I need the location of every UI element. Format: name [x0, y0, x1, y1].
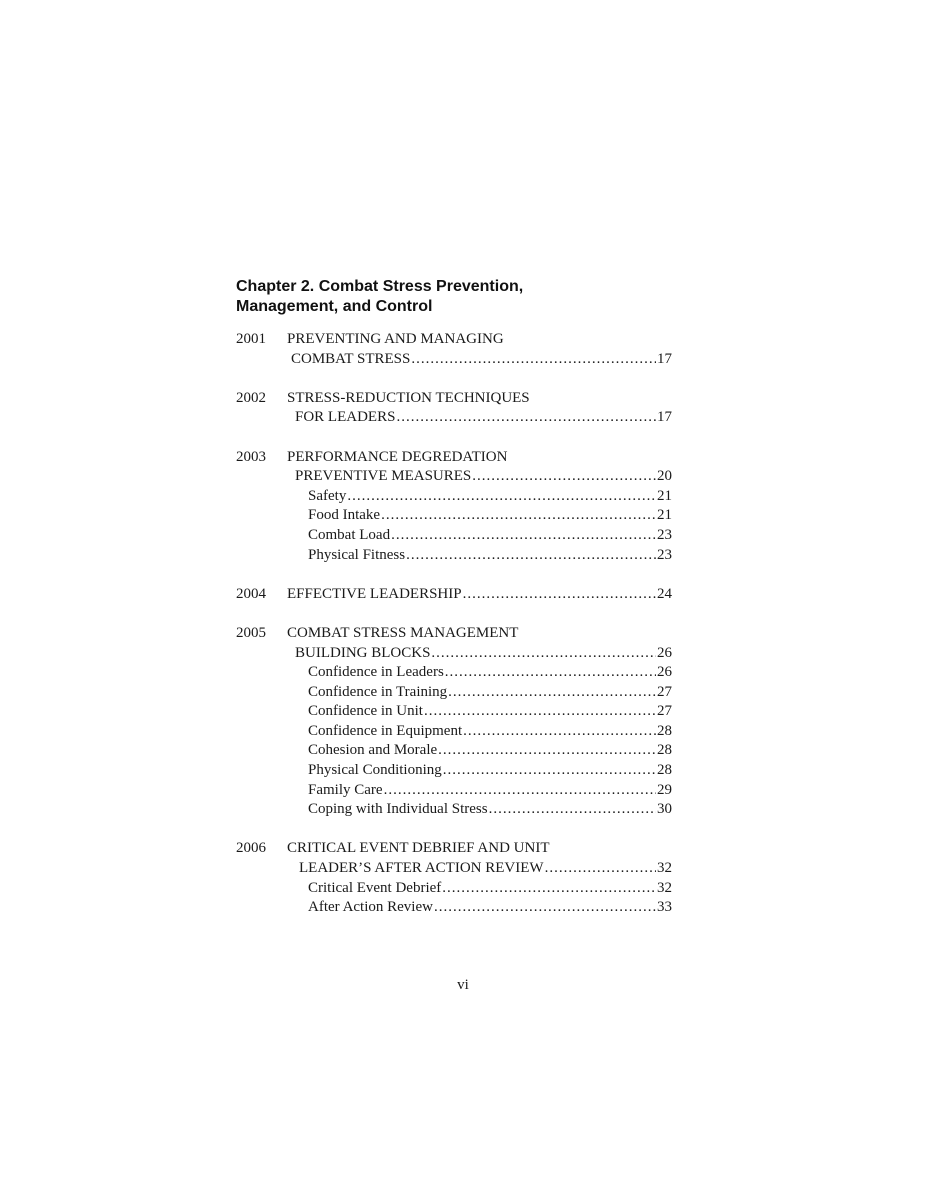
dot-leader — [411, 350, 656, 370]
page-number: 26 — [657, 664, 672, 681]
toc-subentry[interactable] — [287, 487, 672, 507]
subentry-label: Cohesion and Morale — [308, 742, 438, 759]
toc-subentry[interactable] — [287, 800, 672, 820]
section-title-continued: FOR LEADERS — [295, 409, 396, 426]
dot-leader — [445, 663, 656, 683]
subentry-label: Critical Event Debrief — [308, 879, 442, 896]
page-number: 23 — [657, 546, 672, 563]
section-title-continued: LEADER’S AFTER ACTION REVIEW — [299, 860, 544, 877]
section-title: CRITICAL EVENT DEBRIEF AND UNIT — [287, 840, 550, 857]
subentry-label: Family Care — [308, 781, 383, 798]
dot-leader — [545, 859, 656, 879]
toc-subentry[interactable] — [287, 663, 672, 683]
toc-subentry[interactable] — [287, 879, 672, 899]
toc-entry[interactable] — [287, 644, 672, 664]
page-number: 21 — [657, 487, 672, 504]
subentry-label: Confidence in Equipment — [308, 722, 463, 739]
dot-leader — [463, 585, 656, 605]
page-folio: vi — [457, 977, 469, 993]
page-number: 27 — [657, 703, 672, 720]
section-title: PREVENTING AND MANAGING — [287, 331, 504, 347]
toc-section-2001 — [236, 330, 672, 369]
subentry-label: Physical Conditioning — [308, 762, 442, 779]
table-of-contents — [236, 330, 672, 937]
dot-leader — [472, 467, 656, 487]
toc-entry[interactable] — [287, 408, 672, 428]
section-title-continued: PREVENTIVE MEASURES — [295, 468, 472, 485]
subentry-label: Physical Fitness — [308, 546, 406, 563]
toc-entry[interactable] — [287, 467, 672, 487]
page-number: 32 — [657, 860, 672, 877]
dot-leader — [381, 506, 656, 526]
subentry-label: After Action Review — [308, 899, 433, 916]
subentry-label: Combat Load — [308, 526, 391, 543]
toc-entry[interactable] — [287, 585, 672, 605]
section-number: 2003 — [236, 448, 266, 465]
section-title: STRESS-REDUCTION TECHNIQUES — [287, 389, 530, 406]
toc-entry[interactable] — [287, 350, 672, 370]
section-number: 2001 — [236, 331, 266, 347]
subentry-label: Safety — [308, 487, 347, 504]
dot-leader — [434, 898, 656, 918]
section-number: 2002 — [236, 389, 266, 406]
toc-subentry[interactable] — [287, 526, 672, 546]
dot-leader — [463, 722, 656, 742]
subentry-label: Coping with Individual Stress — [308, 801, 488, 818]
toc-subentry[interactable] — [287, 741, 672, 761]
page-number: 33 — [657, 899, 672, 916]
page-number: 27 — [657, 683, 672, 700]
page-number: 21 — [657, 507, 672, 524]
dot-leader — [438, 741, 656, 761]
page-number: 23 — [657, 526, 672, 543]
page-number: 17 — [657, 409, 672, 426]
page-number: 30 — [657, 801, 672, 818]
toc-section-2003 — [236, 448, 672, 566]
subentry-label: Confidence in Unit — [308, 703, 423, 720]
page-number: 26 — [657, 644, 672, 661]
dot-leader — [391, 526, 656, 546]
toc-section-2005 — [236, 624, 672, 820]
toc-section-2002 — [236, 389, 672, 428]
dot-leader — [396, 408, 656, 428]
dot-leader — [431, 644, 656, 664]
dot-leader — [443, 761, 656, 781]
subentry-label: Confidence in Training — [308, 683, 448, 700]
section-number: 2005 — [236, 624, 266, 641]
dot-leader — [347, 487, 656, 507]
page-number: 28 — [657, 742, 672, 759]
toc-subentry[interactable] — [287, 898, 672, 918]
dot-leader — [489, 800, 656, 820]
page-number: 28 — [657, 722, 672, 739]
chapter-title-line2: Management, and Control — [236, 298, 433, 315]
toc-section-2006 — [236, 839, 672, 917]
page-number: 17 — [657, 350, 672, 367]
page-number: 24 — [657, 585, 672, 602]
page-number: 28 — [657, 762, 672, 779]
dot-leader — [384, 781, 656, 801]
chapter-title — [236, 277, 656, 317]
toc-subentry[interactable] — [287, 683, 672, 703]
toc-subentry[interactable] — [287, 761, 672, 781]
chapter-title-line1: Chapter 2. Combat Stress Prevention, — [236, 278, 524, 295]
section-title: EFFECTIVE LEADERSHIP — [287, 585, 462, 602]
toc-subentry[interactable] — [287, 722, 672, 742]
section-title: PERFORMANCE DEGREDATION — [287, 448, 508, 465]
page-number: 29 — [657, 781, 672, 798]
toc-subentry[interactable] — [287, 781, 672, 801]
toc-subentry[interactable] — [287, 546, 672, 566]
dot-leader — [442, 879, 656, 899]
toc-subentry[interactable] — [287, 702, 672, 722]
toc-entry[interactable] — [287, 859, 672, 879]
page-number: 32 — [657, 879, 672, 896]
page-number: 20 — [657, 468, 672, 485]
section-title: COMBAT STRESS MANAGEMENT — [287, 624, 519, 641]
section-number: 2006 — [236, 840, 266, 857]
section-title-continued: BUILDING BLOCKS — [295, 644, 431, 661]
dot-leader — [448, 683, 656, 703]
toc-section-2004 — [236, 585, 672, 605]
section-number: 2004 — [236, 585, 266, 602]
subentry-label: Food Intake — [308, 507, 381, 524]
toc-subentry[interactable] — [287, 506, 672, 526]
section-title-continued: COMBAT STRESS — [291, 350, 411, 367]
subentry-label: Confidence in Leaders — [308, 664, 444, 681]
dot-leader — [424, 702, 656, 722]
dot-leader — [406, 546, 656, 566]
